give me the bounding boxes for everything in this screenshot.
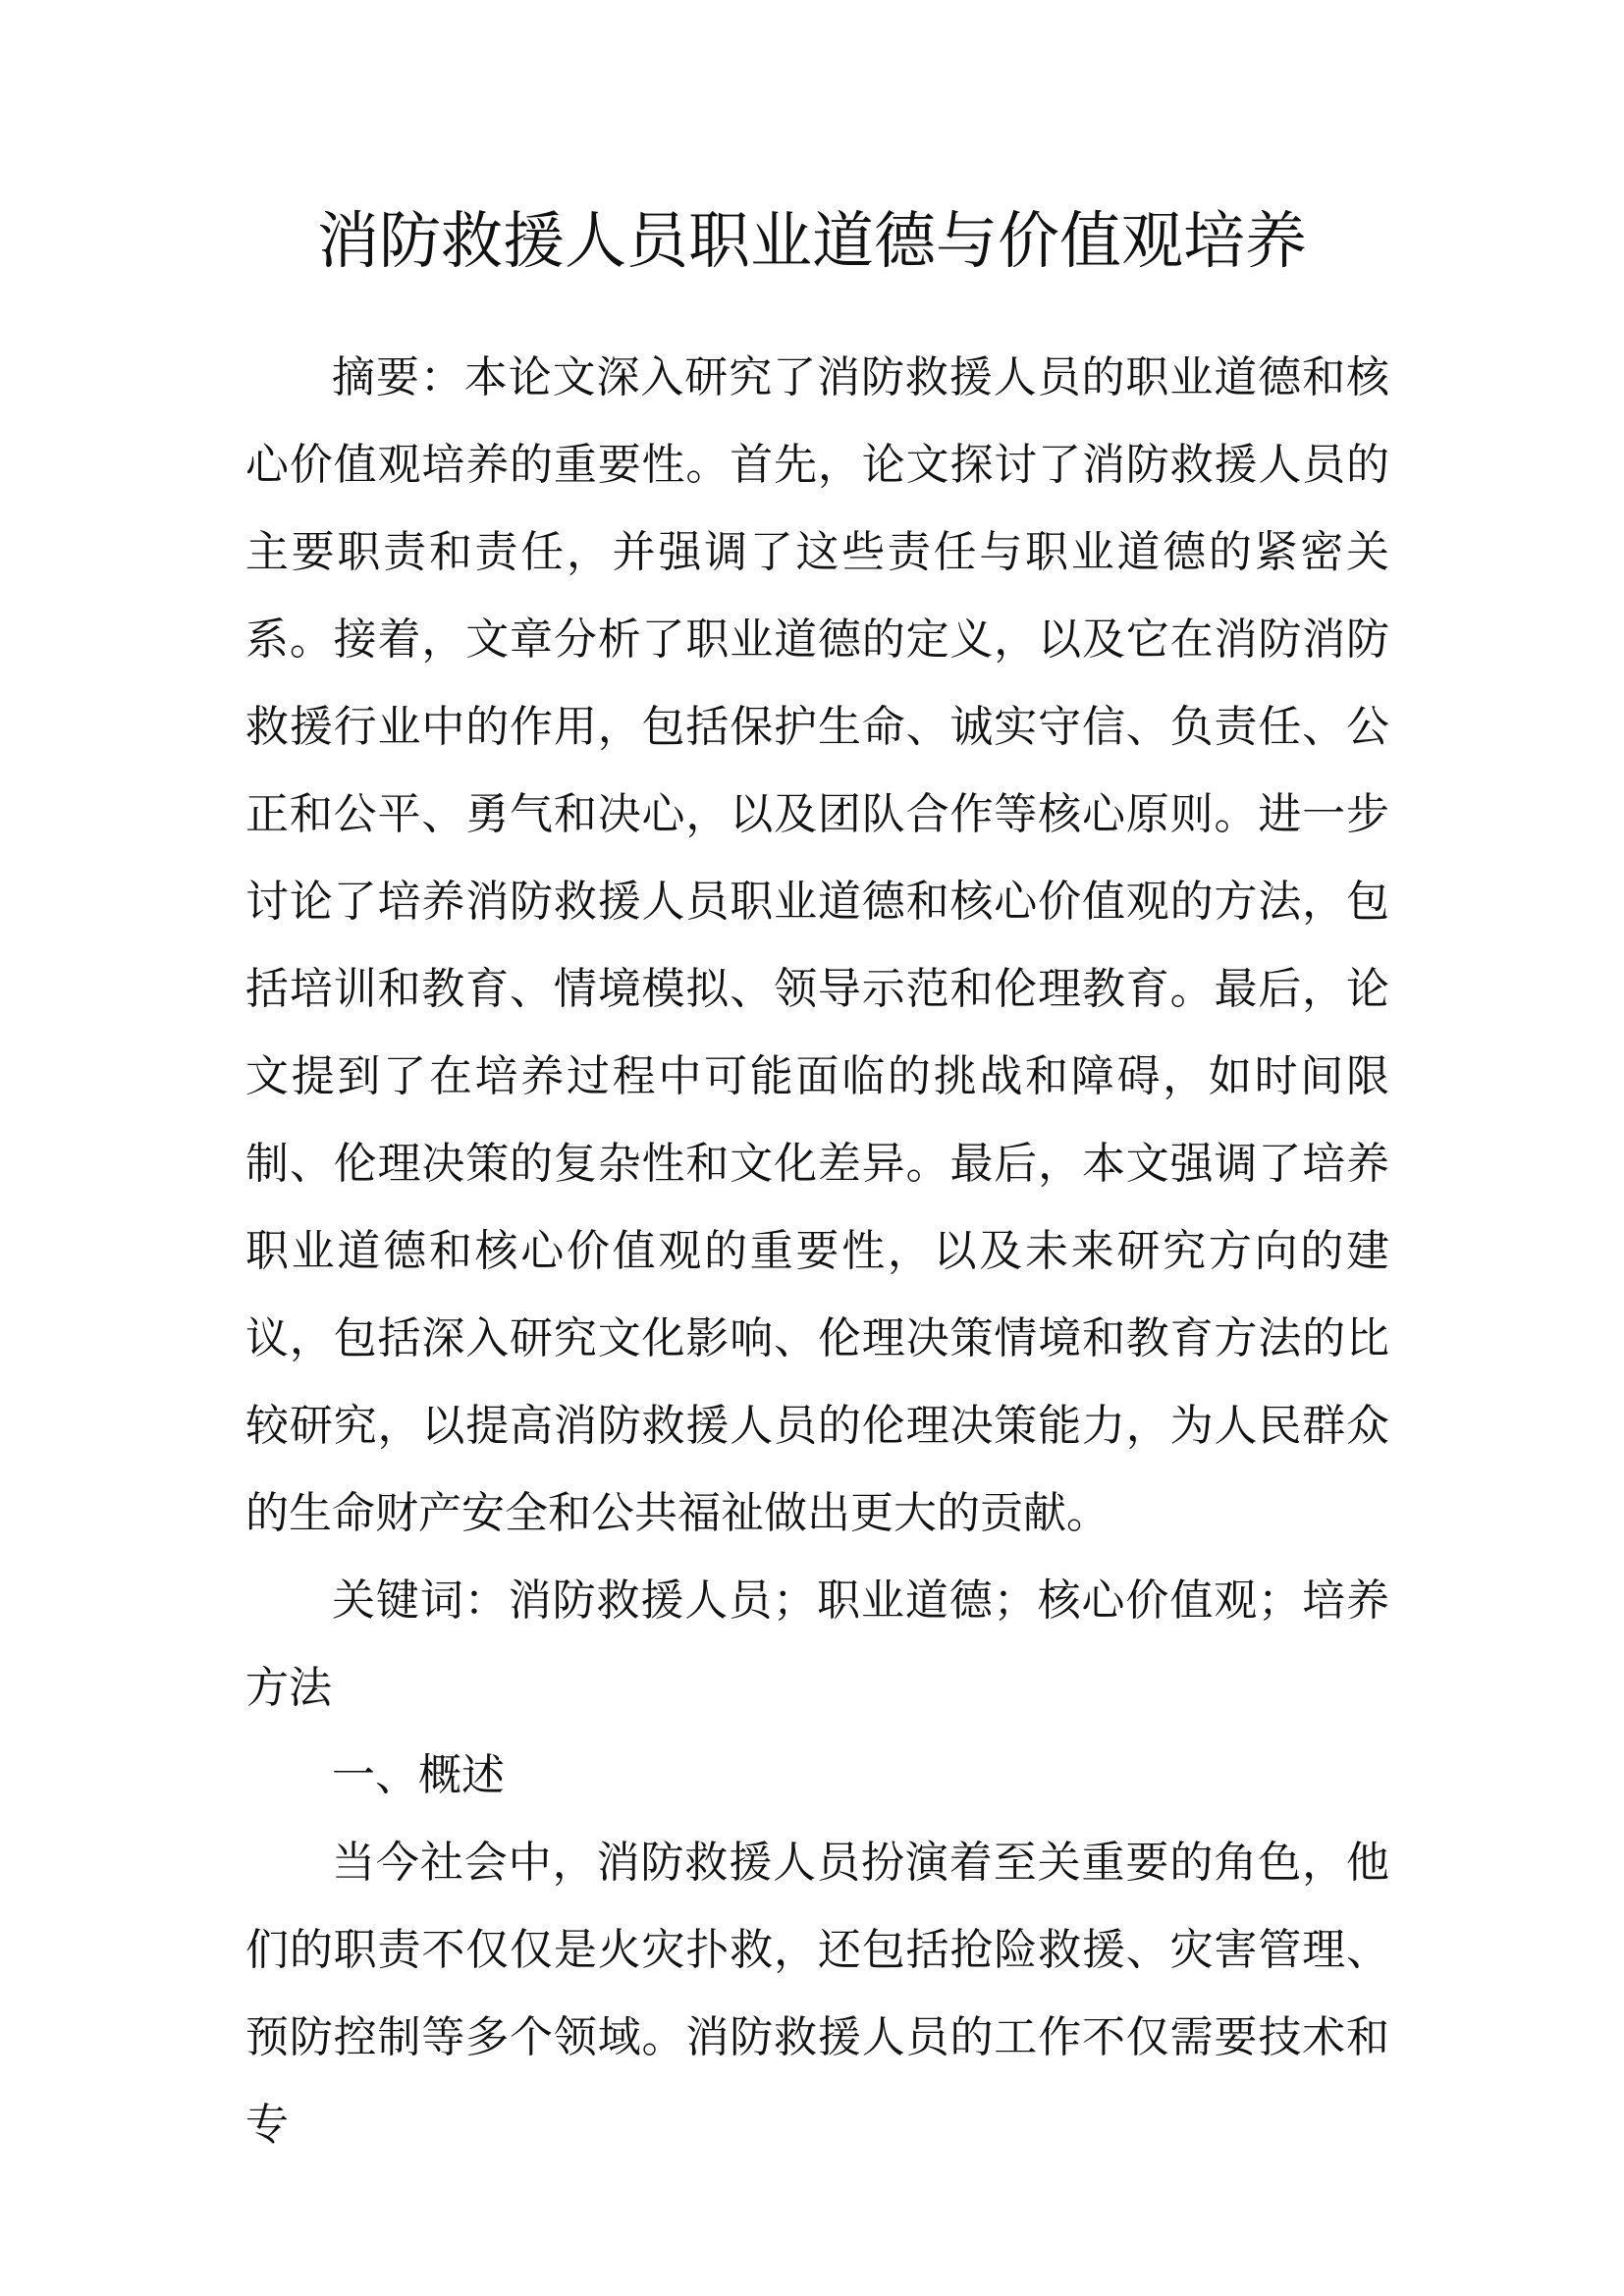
keywords-paragraph: 关键词：消防救援人员；职业道德；核心价值观；培养方法 xyxy=(245,1575,1389,1713)
overview-paragraph: 当今社会中，消防救援人员扮演着至关重要的角色，他们的职责不仅仅是火灾扑救，还包括抢险救援、灾害管理、预防控制等多个领域。消防救援人员的工作不仅需要技术和专 xyxy=(245,1838,1389,2150)
document-title: 消防救援人员职业道德与价值观培养 xyxy=(317,205,1307,277)
abstract-paragraph: 摘要：本论文深入研究了消防救援人员的职业道德和核心价值观培养的重要性。首先，论文探讨了消防救援人员的主要职责和责任，并强调了这些责任与职业道德的紧密关系。接着，文章分析了职业道德的定义，以及它在消防消防救援行业中的作用，包括保护生命、诚实守信、负责任、公正和公平、勇气和决心，以及团队合作等核心原则。进一步讨论了培养消防救援人员职业道德和核心价值观的方法，包括培训和教育、情境模拟、领导示范和伦理教育。最后，论文提到了在培养过程中可能面临的挑战和障碍，如时间限制、伦理决策的复杂性和文化差异。最后，本文强调了培养职业道德和核心价值观的重要性，以及未来研究方向的建议，包括深入研究文化影响、伦理决策情境和教育方法的比较研究，以提高消防救援人员的伦理决策能力，为人民群众的生命财产安全和公共福祉做出更大的贡献。 xyxy=(245,352,1389,1538)
document-body xyxy=(245,334,1389,2168)
section-heading-overview: 一、概述 xyxy=(332,1750,505,1800)
